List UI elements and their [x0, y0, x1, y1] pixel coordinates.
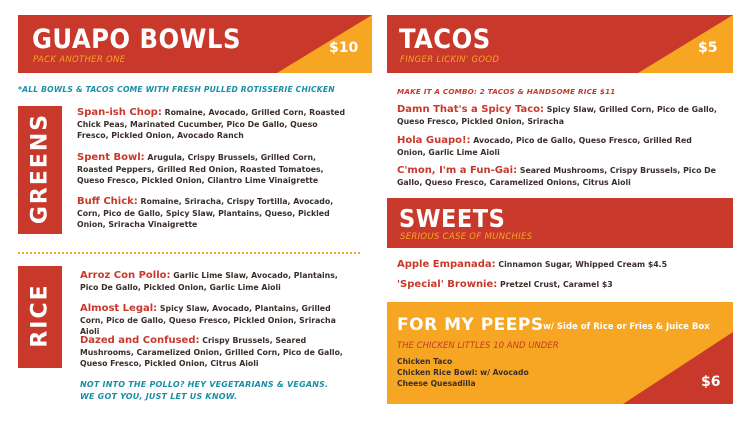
combo-note: MAKE IT A COMBO: 2 TACOS & HANDSOME RICE $11 — [397, 87, 616, 96]
item-name: Arroz Con Pollo: — [80, 270, 171, 281]
menu-item — [397, 135, 722, 158]
vegetarian-note: NOT INTO THE POLLO? HEY VEGETARIANS & VEGANS. WE GOT YOU, JUST LET US KNOW. — [80, 380, 329, 401]
tacos-price: $5 — [698, 40, 718, 56]
bowls-title: GUAPO BOWLS — [32, 24, 241, 55]
menu-item — [77, 107, 349, 142]
sweets-banner — [387, 198, 733, 248]
menu-item — [80, 303, 350, 338]
item-desc: Romaine, Avocado, Grilled Corn, Roasted Chick Peas, Marinated Cucumber, Pico De Gallo, Queso Fresco, Pickled Onion, Avocado Ranch — [77, 108, 346, 140]
banner-accent — [638, 15, 733, 73]
menu-item — [397, 279, 722, 291]
item-desc: Avocado, Pico de Gallo, Queso Fresco, Grilled Red Onion, Garlic Lime Aioli — [397, 136, 692, 157]
sweets-title: SWEETS — [399, 204, 506, 233]
item-desc: Garlic Lime Slaw, Avocado, Plantains, Pico De Gallo, Pickled Onion, Garlic Lime Aioli — [80, 271, 338, 292]
peeps-accent — [623, 332, 733, 404]
item-desc: Crispy Brussels, Seared Mushrooms, Caramelized Onion, Grilled Corn, Pico de Gallo, Queso Fresco, Pickled Onion, Citrus Aioli — [80, 336, 343, 368]
item-desc: Arugula, Crispy Brussels, Grilled Corn, Roasted Peppers, Grilled Red Onion, Roasted Tomatoes, Queso Fresco, Pickled Onion, Cilantro Lime Vinaigrette — [77, 153, 324, 185]
rice-label-box — [18, 266, 62, 368]
item-name: Buff Chick: — [77, 196, 138, 207]
peeps-price: $6 — [701, 374, 721, 390]
sweets-subtitle: SERIOUS CASE OF MUNCHIES — [400, 232, 533, 242]
section-divider — [18, 252, 360, 254]
rice-label: RICE — [27, 283, 53, 348]
menu-item — [397, 104, 722, 127]
bowls-note: *ALL BOWLS & TACOS COME WITH FRESH PULLED ROTISSERIE CHICKEN — [18, 85, 335, 94]
item-desc: Pretzel Crust, Caramel $3 — [500, 280, 613, 289]
kids-item: Chicken Taco — [397, 357, 453, 366]
menu-item — [80, 335, 350, 370]
item-name: C'mon, I'm a Fun-Gai: — [397, 165, 518, 176]
menu-item — [77, 152, 349, 187]
item-desc: Spicy Slaw, Avocado, Plantains, Grilled Corn, Pico de Gallo, Queso Fresco, Pickled Onion, Sriracha Aioli — [80, 304, 336, 336]
menu-item — [397, 165, 722, 188]
peeps-title: FOR MY PEEPS — [397, 315, 544, 335]
item-desc: Romaine, Sriracha, Crispy Tortilla, Avocado, Corn, Pico de Gallo, Spicy Slaw, Plantains, Queso, Pickled Onion, Sriracha Vinaigrette — [77, 197, 334, 229]
greens-label: GREENS — [27, 112, 53, 225]
peeps-subtitle: THE CHICKEN LITTLES 10 AND UNDER — [397, 341, 559, 351]
item-name: 'Special' Brownie: — [397, 279, 498, 290]
tacos-subtitle: FINGER LICKIN' GOOD — [400, 55, 500, 65]
kids-item: Chicken Rice Bowl: w/ Avocado — [397, 368, 529, 377]
kids-item: Cheese Quesadilla — [397, 379, 476, 388]
item-name: Dazed and Confused: — [80, 335, 200, 346]
menu-item — [77, 196, 349, 231]
item-name: Span-ish Chop: — [77, 107, 162, 118]
item-desc: Cinnamon Sugar, Whipped Cream $4.5 — [498, 260, 668, 269]
bowls-subtitle: PACK ANOTHER ONE — [33, 55, 126, 65]
peeps-side: w/ Side of Rice or Fries & Juice Box — [543, 322, 710, 332]
tacos-title: TACOS — [399, 24, 491, 55]
item-desc: Seared Mushrooms, Crispy Brussels, Pico De Gallo, Queso Fresco, Caramelized Onions, Citrus Aioli — [397, 166, 716, 187]
menu-item — [397, 259, 722, 271]
item-desc: Spicy Slaw, Grilled Corn, Pico de Gallo, Queso Fresco, Pickled Onion, Sriracha — [397, 105, 717, 126]
bowls-banner — [18, 15, 372, 73]
item-name: Almost Legal: — [80, 303, 158, 314]
greens-label-box — [18, 106, 62, 234]
item-name: Spent Bowl: — [77, 152, 145, 163]
tacos-banner — [387, 15, 733, 73]
item-name: Hola Guapo!: — [397, 135, 471, 146]
menu-item — [80, 270, 350, 293]
item-name: Damn That's a Spicy Taco: — [397, 104, 545, 115]
peeps-panel — [387, 302, 733, 404]
item-name: Apple Empanada: — [397, 259, 496, 270]
bowls-price: $10 — [329, 40, 359, 56]
